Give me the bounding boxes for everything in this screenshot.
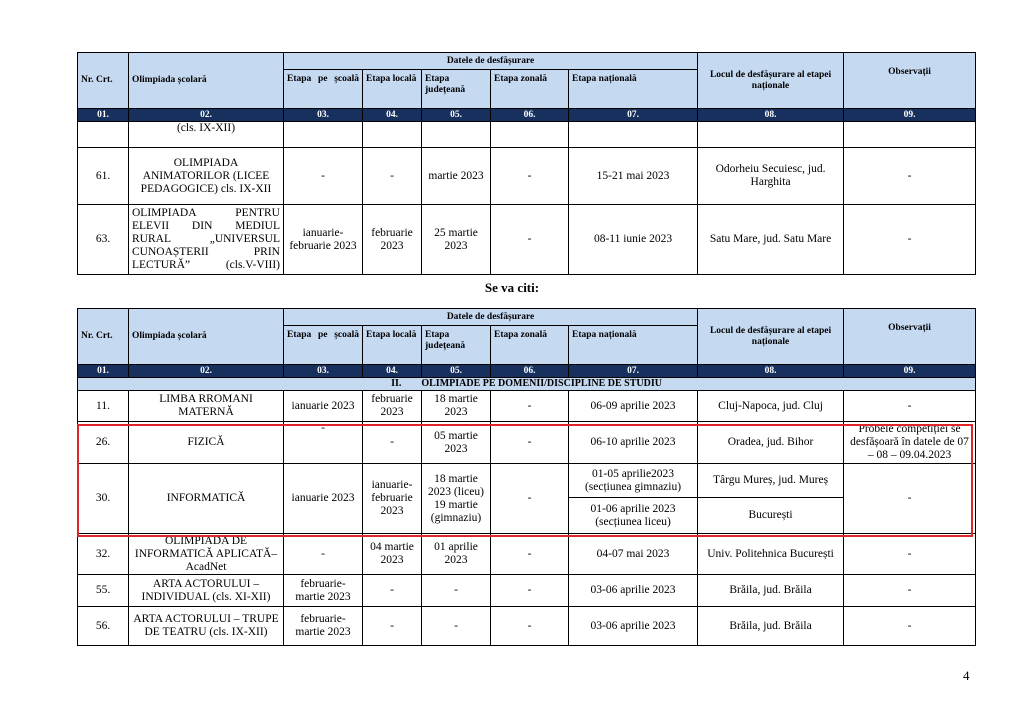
header-etapa-scoala: Etapa pe școală (284, 326, 363, 365)
observatii: - (844, 607, 976, 646)
locul: Oradea, jud. Bihor (698, 422, 844, 464)
table-row (78, 575, 976, 607)
observatii: - (844, 534, 976, 575)
header-observatii: Observații (844, 309, 976, 365)
olympiad-table-corrected (77, 308, 976, 646)
olympiad-name: FIZICĂ (129, 422, 284, 464)
etapa-zonala: - (491, 607, 569, 646)
etapa-scoala: - (284, 148, 363, 205)
col-number: 09. (844, 365, 976, 378)
locul: Brăila, jud. Brăila (698, 607, 844, 646)
olympiad-name: OLIMPIADA ANIMATORILOR (LICEE PEDAGOGICE) cls. IX-XII (129, 148, 284, 205)
locul: Univ. Politehnica București (698, 534, 844, 575)
etapa-locala: 04 martie 2023 (363, 534, 422, 575)
header-etapa-zonala: Etapa zonală (491, 70, 569, 109)
header-etapa-scoala: Etapa pe școală (284, 70, 363, 109)
section-heading: II. OLIMPIADE PE DOMENII/DISCIPLINE DE STUDIU (78, 378, 976, 391)
table-row (78, 534, 976, 575)
col-number: 09. (844, 109, 976, 122)
etapa-zonala: - (491, 464, 569, 534)
observatii: Probele competiției se desfășoară în datele de 07 – 08 – 09.04.2023 (844, 422, 976, 464)
col-number: 07. (569, 109, 698, 122)
row-number: 63. (78, 205, 129, 275)
header-etapa-judeteana: Etapa județeană (422, 326, 491, 365)
col-number: 07. (569, 365, 698, 378)
page-number: 4 (963, 668, 970, 683)
olympiad-name: LIMBA RROMANI MATERNĂ (129, 391, 284, 422)
locul: Brăila, jud. Brăila (698, 575, 844, 607)
observatii: - (844, 205, 976, 275)
etapa-judeteana: 18 martie 2023 (422, 391, 491, 422)
etapa-locala: - (363, 422, 422, 464)
etapa-nationala: 15-21 mai 2023 (569, 148, 698, 205)
locul: Satu Mare, jud. Satu Mare (698, 205, 844, 275)
row-number: 11. (78, 391, 129, 422)
col-number: 01. (78, 365, 129, 378)
olympiad-table-original (77, 52, 976, 275)
header-locul: Locul de desfășurare al etapei naționale (698, 53, 844, 109)
header-olimpiada: Olimpiada școlară (129, 53, 284, 109)
header-nr-crt: Nr. Crt. (78, 309, 129, 365)
table-row (78, 205, 976, 275)
col-number: 06. (491, 109, 569, 122)
etapa-judeteana: 18 martie 2023 (liceu) 19 martie (gimnaziu) (422, 464, 491, 534)
table-row (78, 607, 976, 646)
etapa-judeteana: 05 martie 2023 (422, 422, 491, 464)
observatii: - (844, 575, 976, 607)
etapa-locala: februarie 2023 (363, 205, 422, 275)
etapa-nationala: 06-10 aprilie 2023 (569, 422, 698, 464)
col-number: 01. (78, 109, 129, 122)
col-number: 04. (363, 109, 422, 122)
row-number: 61. (78, 148, 129, 205)
table-row (78, 391, 976, 422)
etapa-zonala: - (491, 205, 569, 275)
locul: Cluj-Napoca, jud. Cluj (698, 391, 844, 422)
etapa-nationala-gimnaziu: 01-05 aprilie2023 (secțiunea gimnaziu) (569, 464, 698, 498)
col-number: 06. (491, 365, 569, 378)
etapa-zonala: - (491, 534, 569, 575)
header-etapa-nationala: Etapa națională (569, 70, 698, 109)
etapa-nationala: 08-11 iunie 2023 (569, 205, 698, 275)
etapa-judeteana: martie 2023 (422, 148, 491, 205)
col-number: 02. (129, 109, 284, 122)
olympiad-name: ARTA ACTORULUI – TRUPE DE TEATRU (cls. IX-XII) (129, 607, 284, 646)
table-row (78, 422, 976, 464)
header-etapa-judeteana: Etapa județeană (422, 70, 491, 109)
etapa-judeteana: 01 aprilie 2023 (422, 534, 491, 575)
col-number: 03. (284, 365, 363, 378)
header-datele: Datele de desfășurare (284, 53, 698, 70)
etapa-nationala: 04-07 mai 2023 (569, 534, 698, 575)
observatii: - (844, 464, 976, 534)
etapa-locala: - (363, 607, 422, 646)
etapa-nationala-liceu: 01-06 aprilie 2023 (secțiunea liceu) (569, 498, 698, 534)
header-locul: Locul de desfășurare al etapei naționale (698, 309, 844, 365)
etapa-judeteana: - (422, 575, 491, 607)
etapa-judeteana: - (422, 607, 491, 646)
etapa-locala: ianuarie-februarie 2023 (363, 464, 422, 534)
header-datele: Datele de desfășurare (284, 309, 698, 326)
observatii: - (844, 148, 976, 205)
locul-liceu: București (698, 498, 844, 534)
se-va-citi-heading: Se va citi: (484, 280, 540, 295)
etapa-zonala: - (491, 575, 569, 607)
locul-gimnaziu: Târgu Mureș, jud. Mureș (698, 464, 844, 498)
etapa-nationala: 03-06 aprilie 2023 (569, 575, 698, 607)
col-number: 05. (422, 365, 491, 378)
header-etapa-locala: Etapa locală (363, 326, 422, 365)
col-number: 04. (363, 365, 422, 378)
etapa-locala: februarie 2023 (363, 391, 422, 422)
table-row (78, 122, 976, 148)
etapa-zonala: - (491, 391, 569, 422)
olympiad-name: OLIMPIADA PENTRU ELEVII DIN MEDIUL RURAL „UNIVERSUL CUNOAȘTERII PRIN LECTURĂ” (cls.V-VIII) (129, 205, 284, 275)
header-etapa-nationala: Etapa națională (569, 326, 698, 365)
olympiad-name: (cls. IX-XII) (129, 122, 284, 148)
row-number: 55. (78, 575, 129, 607)
etapa-scoala: februarie-martie 2023 (284, 575, 363, 607)
etapa-scoala: - (284, 534, 363, 575)
header-olimpiada: Olimpiada școlară (129, 309, 284, 365)
table-row (78, 464, 976, 498)
col-number: 08. (698, 365, 844, 378)
row-number: 56. (78, 607, 129, 646)
etapa-scoala: - (284, 422, 363, 464)
row-number: 30. (78, 464, 129, 534)
col-number: 02. (129, 365, 284, 378)
row-number: 32. (78, 534, 129, 575)
col-number: 08. (698, 109, 844, 122)
header-etapa-locala: Etapa locală (363, 70, 422, 109)
row-number: 26. (78, 422, 129, 464)
header-observatii: Observații (844, 53, 976, 109)
observatii: - (844, 391, 976, 422)
col-number: 05. (422, 109, 491, 122)
olympiad-name: INFORMATICĂ (129, 464, 284, 534)
header-nr-crt: Nr. Crt. (78, 53, 129, 109)
etapa-scoala: ianuarie 2023 (284, 464, 363, 534)
header-etapa-zonala: Etapa zonală (491, 326, 569, 365)
olympiad-name: OLIMPIADA DE INFORMATICĂ APLICATĂ– AcadNet (129, 534, 284, 575)
etapa-zonala: - (491, 148, 569, 205)
etapa-judeteana: 25 martie 2023 (422, 205, 491, 275)
etapa-scoala: ianuarie 2023 (284, 391, 363, 422)
etapa-locala: - (363, 148, 422, 205)
olympiad-name: ARTA ACTORULUI – INDIVIDUAL (cls. XI-XII) (129, 575, 284, 607)
locul: Odorheiu Secuiesc, jud. Harghita (698, 148, 844, 205)
etapa-scoala: februarie-martie 2023 (284, 607, 363, 646)
table-row (78, 148, 976, 205)
etapa-scoala: ianuarie-februarie 2023 (284, 205, 363, 275)
col-number: 03. (284, 109, 363, 122)
etapa-zonala: - (491, 422, 569, 464)
etapa-locala: - (363, 575, 422, 607)
etapa-nationala: 03-06 aprilie 2023 (569, 607, 698, 646)
etapa-nationala: 06-09 aprilie 2023 (569, 391, 698, 422)
